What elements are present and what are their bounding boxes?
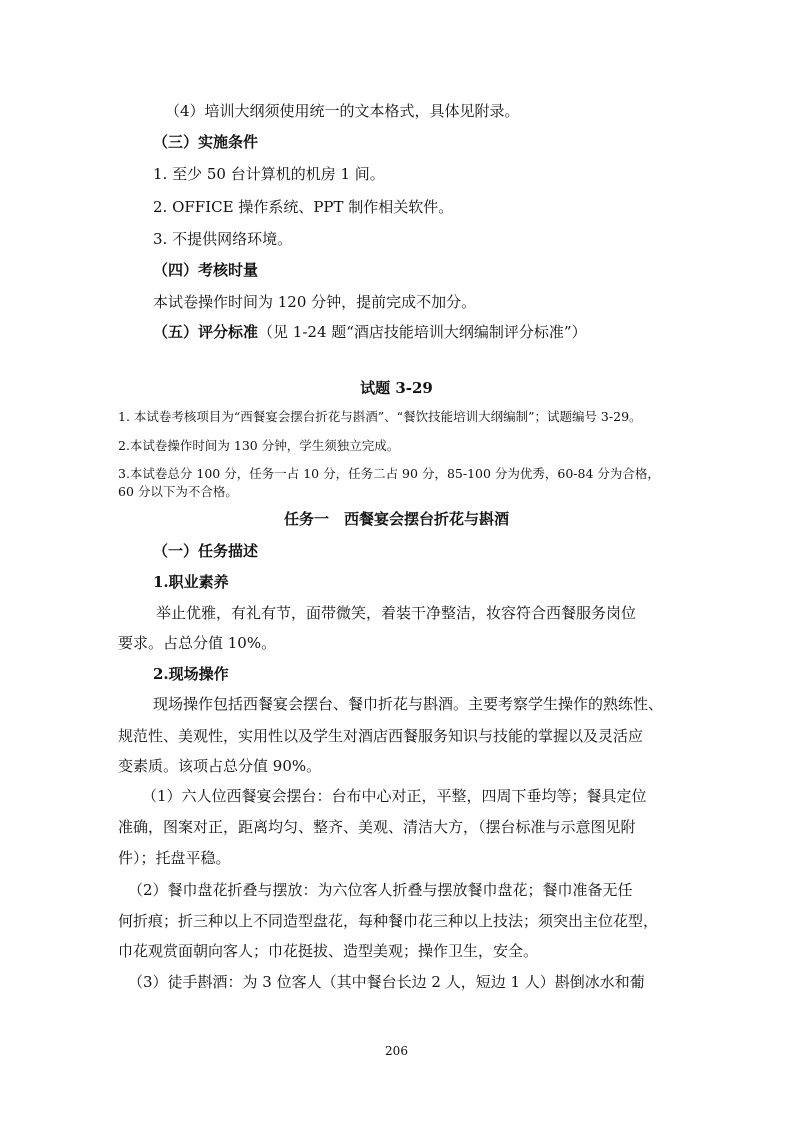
exam-note-2: 2.本试卷操作时间为 130 分钟，学生须独立完成。 [118,438,400,453]
exam-note-3-cont: 60 分以下为不合格。 [118,484,238,499]
condition-3: 3. 不提供网络环境。 [153,230,293,248]
napkin-paragraph-line-3: 巾花观赏面朝向客人；巾花挺拔、造型美观；操作卫生，安全。 [118,942,539,960]
time-text: 本试卷操作时间为 120 分钟，提前完成不加分。 [153,293,477,311]
setting-paragraph-line-3: 件）；托盘平稳。 [118,849,231,867]
quality-paragraph-line-2: 要求。占总分值 10%。 [118,634,277,652]
page-number: 206 [385,1044,408,1058]
operation-paragraph-line-1: 现场操作包括西餐宴会摆台、餐巾折花与斟酒。主要考察学生操作的熟练性、 [153,695,664,713]
condition-2: 2. OFFICE 操作系统、PPT 制作相关软件。 [153,198,454,216]
condition-1: 1. 至少 50 台计算机的机房 1 间。 [153,165,385,183]
professional-quality-heading: 1.职业素养 [153,573,229,591]
section-4-heading: （四）考核时量 [153,261,259,279]
quality-paragraph-line-1: 举止优雅，有礼有节，面带微笑，着装干净整洁，妆容符合西餐服务岗位 [156,604,637,622]
section-5-heading [153,322,587,342]
exam-note-1: 1. 本试卷考核项目为“西餐宴会摆台折花与斟酒”、“餐饮技能培训大纲编制”；试题编号 3-29。 [118,409,642,424]
exam-note-3: 3.本试卷总分 100 分，任务一占 10 分，任务二占 90 分，85-100 分为优秀，60-84 分为合格， [118,466,660,481]
task-title: 任务一 西餐宴会摆台折花与斟酒 [283,510,509,528]
section-3-heading: （三）实施条件 [153,133,259,151]
operation-paragraph-line-2: 规范性、美观性，实用性以及学生对酒店西餐服务知识与技能的掌握以及灵活应 [118,727,644,745]
exam-title: 试题 3-29 [360,379,433,397]
setting-paragraph-line-1: （1）六人位西餐宴会摆台：台布中心对正，平整，四周下垂均等；餐具定位 [142,787,647,805]
task-section-1-heading: （一）任务描述 [153,542,259,560]
pouring-paragraph-line-1: （3）徒手斟酒：为 3 位客人（其中餐台长边 2 人，短边 1 人）斟倒冰水和葡 [128,973,645,991]
item-4-text: （4）培训大纲须使用统一的文本格式，具体见附录。 [165,102,520,120]
section-5-note: （见 1-24 题“酒店技能培训大纲编制评分标准”） [258,323,587,341]
onsite-operation-heading: 2.现场操作 [153,665,229,683]
napkin-paragraph-line-1: （2）餐巾盘花折叠与摆放：为六位客人折叠与摆放餐巾盘花；餐巾准备无任 [128,881,633,899]
section-5-title: （五）评分标准 [153,323,259,341]
setting-paragraph-line-2: 准确，图案对正，距离均匀、整齐、美观、清洁大方，（摆台标准与示意图见附 [118,818,636,836]
operation-paragraph-line-3: 变素质。该项占总分值 90%。 [118,757,322,775]
napkin-paragraph-line-2: 何折痕；折三种以上不同造型盘花，每种餐巾花三种以上技法；须突出主位花型， [118,912,659,930]
